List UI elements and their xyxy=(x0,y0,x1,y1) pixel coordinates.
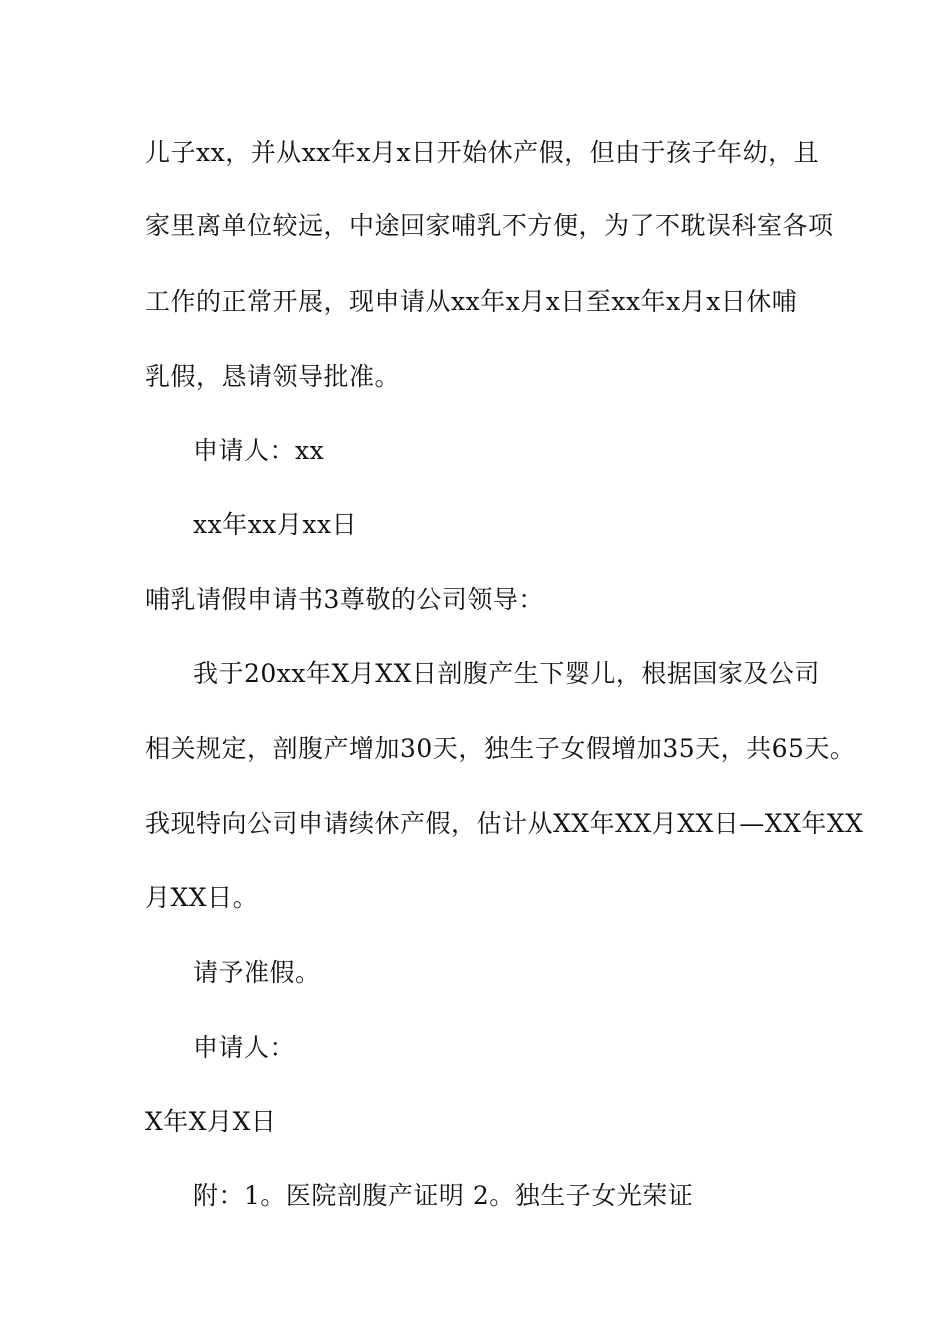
body-line-1: 我于20xx年X月XX日剖腹产生下婴儿，根据国家及公司 xyxy=(193,659,820,688)
body-line-4: 月XX日。 xyxy=(145,883,259,912)
paragraph-line-3: 工作的正常开展，现申请从xx年x月x日至xx年x月x日休哺 xyxy=(145,287,798,316)
paragraph-line-2: 家里离单位较远，中途回家哺乳不方便，为了不耽误科室各项 xyxy=(145,211,834,240)
attachment-line: 附：1。医院剖腹产证明 2。独生子女光荣证 xyxy=(193,1181,694,1210)
paragraph-line-1: 儿子xx，并从xx年x月x日开始休产假，但由于孩子年幼，且 xyxy=(145,138,820,167)
letter-heading: 哺乳请假申请书3尊敬的公司领导： xyxy=(145,585,544,614)
date-line: xx年xx月xx日 xyxy=(193,510,358,539)
date-line-2: X年X月X日 xyxy=(145,1107,277,1136)
paragraph-line-4: 乳假，恳请领导批准。 xyxy=(145,362,401,391)
body-line-3: 我现特向公司申请续休产假，估计从XX年XX月XX日—XX年XX xyxy=(145,809,864,838)
request-line: 请予准假。 xyxy=(193,958,321,987)
body-line-2: 相关规定，剖腹产增加30天，独生子女假增加35天，共65天。 xyxy=(145,734,856,763)
applicant-line-2: 申请人： xyxy=(193,1033,296,1062)
applicant-line: 申请人：xx xyxy=(193,436,325,465)
